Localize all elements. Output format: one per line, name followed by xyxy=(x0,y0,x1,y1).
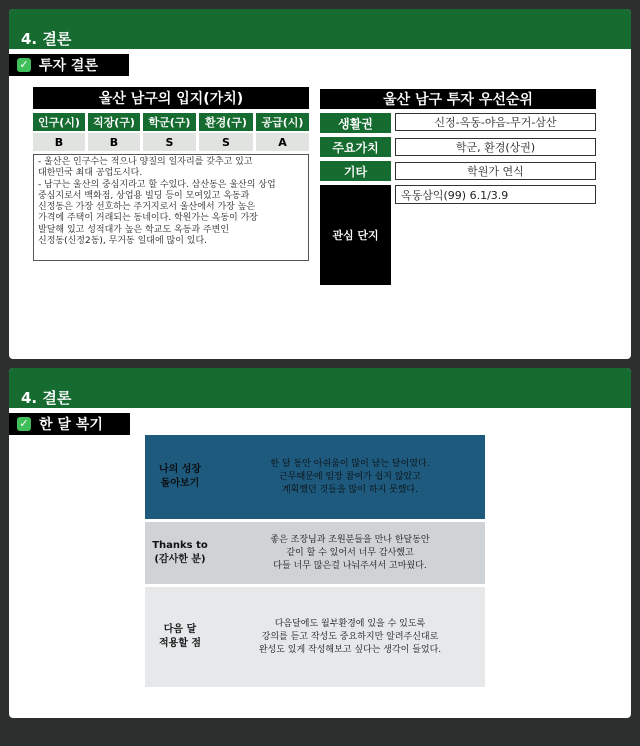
section-title xyxy=(9,413,130,435)
priority-label-other: 기타 xyxy=(320,161,391,181)
review-text-growth: 한 달 동안 아쉬움이 많이 남는 달이였다. 근무때문에 임장 참여가 쉽지 않았고 계획했던 것들을 많이 하지 못했다. xyxy=(215,435,485,519)
check-icon: ✓ xyxy=(17,417,31,431)
priority-value-main-value: 학군, 환경(상권) xyxy=(395,138,596,156)
review-table xyxy=(145,435,485,687)
review-row-growth xyxy=(145,435,485,519)
section-title xyxy=(9,54,129,76)
section-title-label: 한 달 복기 xyxy=(39,417,103,433)
review-label-growth: 나의 성장 돌아보기 xyxy=(145,435,215,519)
grade-population: B xyxy=(33,133,85,151)
check-icon: ✓ xyxy=(17,58,31,72)
column-header-school: 학군(구) xyxy=(143,113,196,131)
column-header-supply: 공급(시) xyxy=(256,113,309,131)
column-header-jobs: 직장(구) xyxy=(88,113,140,131)
slide-investment-conclusion xyxy=(9,9,631,359)
grade-environment: S xyxy=(199,133,253,151)
grade-supply: A xyxy=(256,133,309,151)
review-row-thanks xyxy=(145,522,485,584)
review-row-next-month xyxy=(145,587,485,687)
review-label-thanks: Thanks to (감사한 분) xyxy=(145,522,215,584)
priority-title: 울산 남구 투자 우선순위 xyxy=(320,89,596,109)
priority-label-living-area: 생활권 xyxy=(320,113,391,133)
grade-school: S xyxy=(143,133,196,151)
location-value-title: 울산 남구의 입지(가치) xyxy=(33,87,309,109)
interest-complex-label: 관심 단지 xyxy=(320,185,391,285)
location-description: - 울산은 인구수는 적으나 양질의 일자리를 갖추고 있고 대한민국 최대 공업도시다. - 남구는 울산의 중심지라고 할 수있다. 삼산동은 울산의 상업 중심지로서 백화점, 상업용 빌딩 등이 모여있고 옥동과 신정동은 가장 선호하는 주거지로서 울산에서 가장 높은 가격에 주택이 거래되는 동네이다. 학원가는 옥동이 가장 발달해 있고 성적대가 높은 학교도 옥동과 주변인 신정동(신정2동), 무거동 일대에 많이 있다. xyxy=(33,154,309,261)
slide-monthly-review xyxy=(9,368,631,718)
grade-jobs: B xyxy=(88,133,140,151)
priority-value-other: 학원가 연식 xyxy=(395,162,596,180)
priority-label-main-value: 주요가치 xyxy=(320,137,391,157)
priority-value-living-area: 신정-옥동-야음-무거-삼산 xyxy=(395,113,596,131)
section-title-label: 투자 결론 xyxy=(39,58,98,74)
slide-header: 4. 결론 xyxy=(9,9,631,49)
review-label-next-month: 다음 달 적용할 점 xyxy=(145,587,215,687)
interest-complex-value: 옥동삼익(99) 6.1/3.9 xyxy=(395,185,596,204)
column-header-environment: 환경(구) xyxy=(199,113,253,131)
column-header-population: 인구(시) xyxy=(33,113,85,131)
slide-header: 4. 결론 xyxy=(9,368,631,408)
review-text-thanks: 좋은 조장님과 조원분들을 만나 한달동안 같이 할 수 있어서 너무 감사했고 다들 너무 많은걸 나눠주셔서 고마웠다. xyxy=(215,522,485,584)
review-text-next-month: 다음달에도 월부환경에 있을 수 있도록 강의를 듣고 작성도 중요하지만 알려주신대로 완성도 있게 작성해보고 싶다는 생각이 들었다. xyxy=(215,587,485,687)
